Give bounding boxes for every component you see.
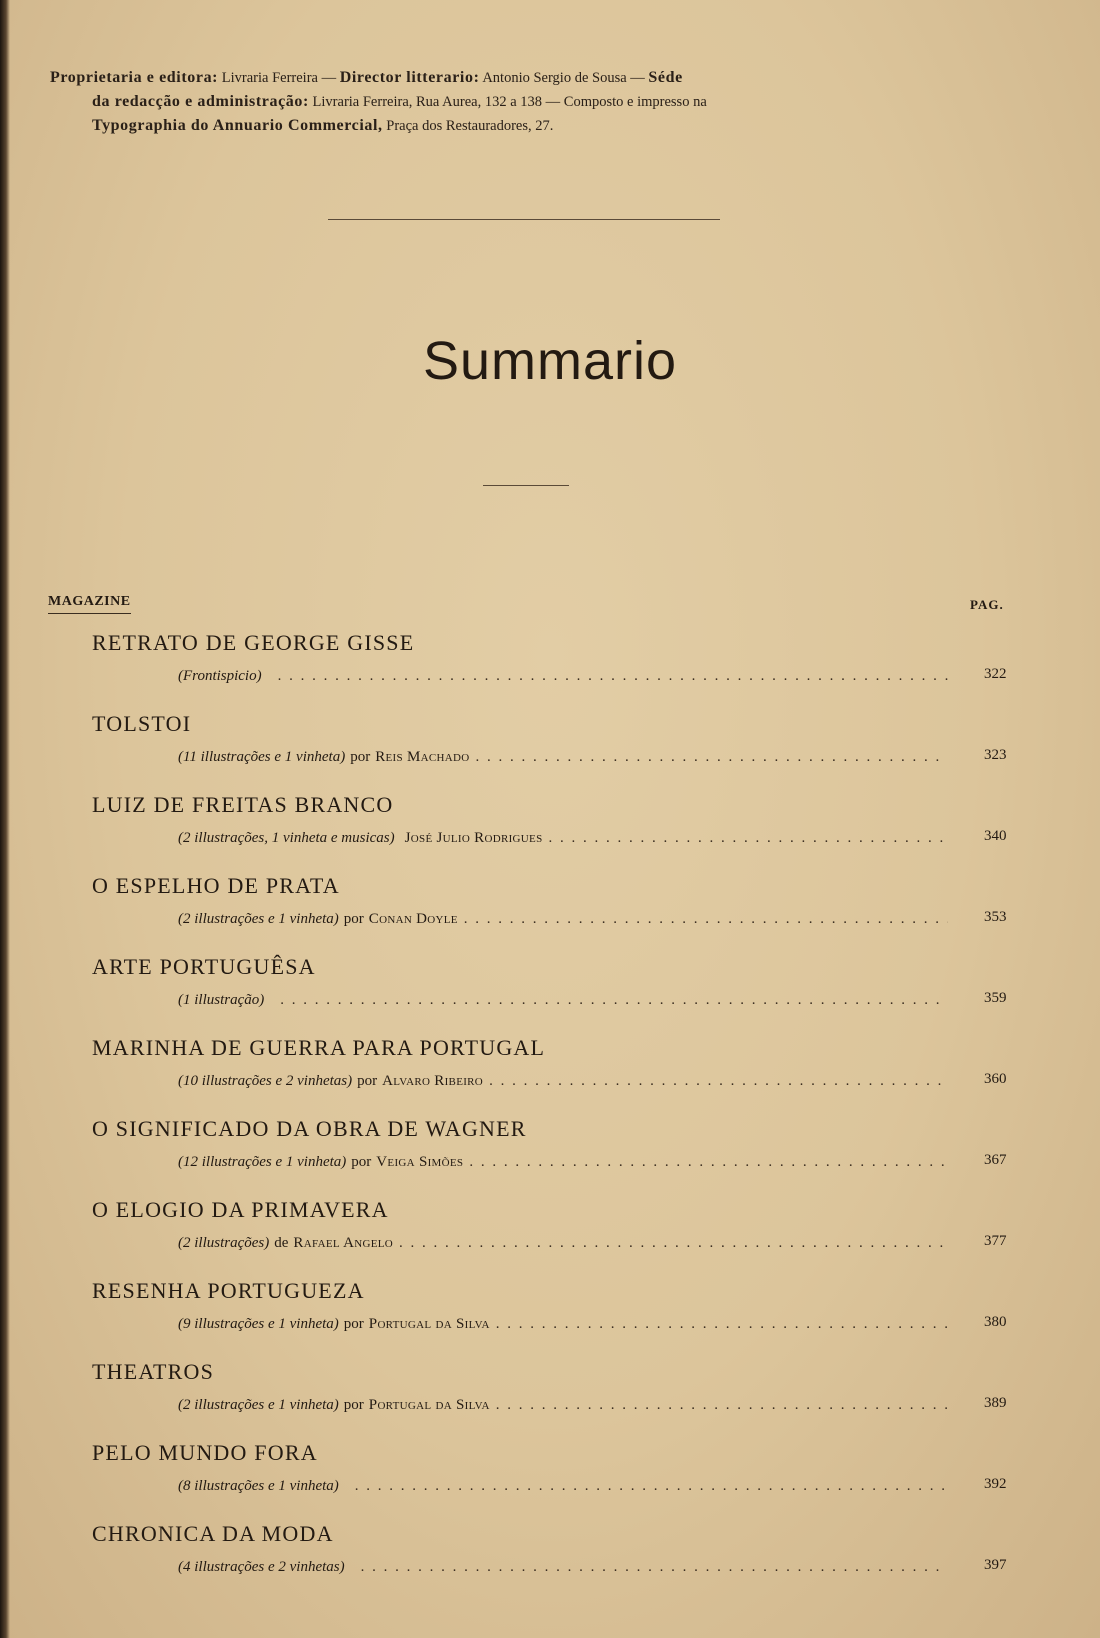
entry-description: (2 illustrações e 1 vinheta) (178, 911, 339, 927)
dot-leader (548, 830, 948, 847)
typographia-value: Praça dos Restauradores, 27. (386, 118, 554, 134)
entry-page-number: 359 (984, 990, 1007, 1006)
entry-author: Alvaro Ribeiro (382, 1073, 484, 1089)
contents-entry (0, 792, 1100, 873)
entry-detail-line (178, 1073, 954, 1090)
dot-leader (361, 1559, 948, 1576)
contents-entry (0, 954, 1100, 1035)
imprint-block (50, 66, 1010, 138)
entry-title: RETRATO DE GEORGE GISSE (92, 630, 415, 655)
dot-leader (278, 668, 948, 685)
entry-title: TOLSTOI (92, 711, 192, 736)
typographia-label: Typographia do Annuario Commercial, (92, 117, 383, 134)
contents-list (0, 630, 1100, 1602)
entry-by: por (343, 1316, 364, 1332)
entry-page-number: 323 (984, 747, 1007, 763)
entry-page-number: 340 (984, 828, 1007, 844)
contents-entry (0, 630, 1100, 711)
dot-leader (355, 1478, 948, 1495)
contents-entry (0, 1359, 1100, 1440)
entry-by: por (343, 1397, 364, 1413)
entry-detail-line (178, 1316, 954, 1333)
entry-title: CHRONICA DA MODA (92, 1521, 334, 1546)
director-value: Antonio Sergio de Sousa — (482, 70, 645, 86)
entry-by: de (274, 1235, 289, 1251)
contents-entry (0, 873, 1100, 954)
entry-by: por (343, 911, 364, 927)
entry-page-number: 322 (984, 666, 1007, 682)
entry-title: THEATROS (92, 1359, 215, 1384)
dot-leader (464, 911, 948, 928)
entry-description: (8 illustrações e 1 vinheta) (178, 1478, 339, 1494)
top-divider (328, 219, 720, 220)
entry-detail-line (178, 1478, 954, 1495)
entry-author: Rafael Angelo (293, 1235, 393, 1251)
entry-page-number: 380 (984, 1314, 1007, 1330)
contents-entry (0, 1440, 1100, 1521)
entry-title: O SIGNIFICADO DA OBRA DE WAGNER (92, 1116, 527, 1141)
entry-description: (2 illustrações) (178, 1235, 270, 1251)
entry-title: ARTE PORTUGUÊSA (92, 954, 316, 979)
imprint-line-1 (50, 66, 1010, 90)
contents-entry (0, 1278, 1100, 1359)
proprietaria-value: Livraria Ferreira — (221, 70, 337, 86)
entry-detail-line (178, 830, 954, 847)
entry-title: O ESPELHO DE PRATA (92, 873, 340, 898)
entry-detail-line (178, 911, 954, 928)
entry-page-number: 389 (984, 1395, 1007, 1411)
contents-entry (0, 711, 1100, 792)
imprint-line-2 (50, 90, 1010, 114)
entry-description: (4 illustrações e 2 vinhetas) (178, 1559, 345, 1575)
proprietaria-label: Proprietaria e editora: (50, 69, 219, 86)
entry-description: (11 illustrações e 1 vinheta) (178, 749, 346, 765)
entry-description: (2 illustrações e 1 vinheta) (178, 1397, 339, 1413)
entry-author: Conan Doyle (368, 911, 458, 927)
dot-leader (475, 749, 948, 766)
page-title: Summario (422, 331, 678, 391)
page-column-label: PAG. (970, 597, 1004, 612)
entry-detail-line (178, 1235, 954, 1252)
entry-detail-line (178, 1154, 954, 1171)
entry-by: por (357, 1073, 378, 1089)
dot-leader (496, 1397, 948, 1414)
entry-page-number: 392 (984, 1476, 1007, 1492)
entry-page-number: 377 (984, 1233, 1007, 1249)
entry-author: Portugal da Silva (368, 1316, 490, 1332)
entry-detail-line (178, 668, 954, 685)
contents-entry (0, 1197, 1100, 1278)
entry-title: RESENHA PORTUGUEZA (92, 1278, 365, 1303)
entry-detail-line (178, 1397, 954, 1414)
entry-author: Veiga Simões (376, 1154, 464, 1170)
entry-description: (10 illustrações e 2 vinhetas) (178, 1073, 353, 1089)
entry-page-number: 367 (984, 1152, 1007, 1168)
entry-author: Portugal da Silva (368, 1397, 490, 1413)
director-label: Director litterario: (339, 69, 480, 86)
sede-label: Séde (648, 69, 683, 86)
entry-description: (9 illustrações e 1 vinheta) (178, 1316, 339, 1332)
contents-entry (0, 1116, 1100, 1197)
section-label-magazine: MAGAZINE (48, 594, 131, 614)
contents-entry (0, 1521, 1100, 1602)
dot-leader (469, 1154, 948, 1171)
entry-page-number: 360 (984, 1071, 1007, 1087)
entry-description: (12 illustrações e 1 vinheta) (178, 1154, 347, 1170)
imprint-line-3 (50, 114, 1010, 138)
entry-author: Reis Machado (375, 749, 470, 765)
dot-leader (496, 1316, 948, 1333)
entry-description: (2 illustrações, 1 vinheta e musicas) (178, 830, 395, 846)
entry-detail-line (178, 1559, 954, 1576)
entry-detail-line (178, 749, 954, 766)
redaccao-label: da redacção e administração: (92, 93, 309, 110)
entry-by: por (350, 749, 371, 765)
entry-description: (1 illustração) (178, 992, 265, 1008)
entry-title: LUIZ DE FREITAS BRANCO (92, 792, 394, 817)
dot-leader (489, 1073, 948, 1090)
entry-page-number: 353 (984, 909, 1007, 925)
title-divider (483, 485, 569, 486)
entry-title: O ELOGIO DA PRIMAVERA (92, 1197, 389, 1222)
entry-description: (Frontispicio) (178, 668, 262, 684)
contents-entry (0, 1035, 1100, 1116)
entry-title: MARINHA DE GUERRA PARA PORTUGAL (92, 1035, 546, 1060)
redaccao-value: Livraria Ferreira, Rua Aurea, 132 a 138 — Composto e impresso na (312, 94, 707, 110)
entry-detail-line (178, 992, 954, 1009)
entry-page-number: 397 (984, 1557, 1007, 1573)
entry-author: José Julio Rodrigues (404, 830, 543, 846)
dot-leader (399, 1235, 948, 1252)
entry-by: por (351, 1154, 372, 1170)
dot-leader (280, 992, 948, 1009)
entry-title: PELO MUNDO FORA (92, 1440, 318, 1465)
